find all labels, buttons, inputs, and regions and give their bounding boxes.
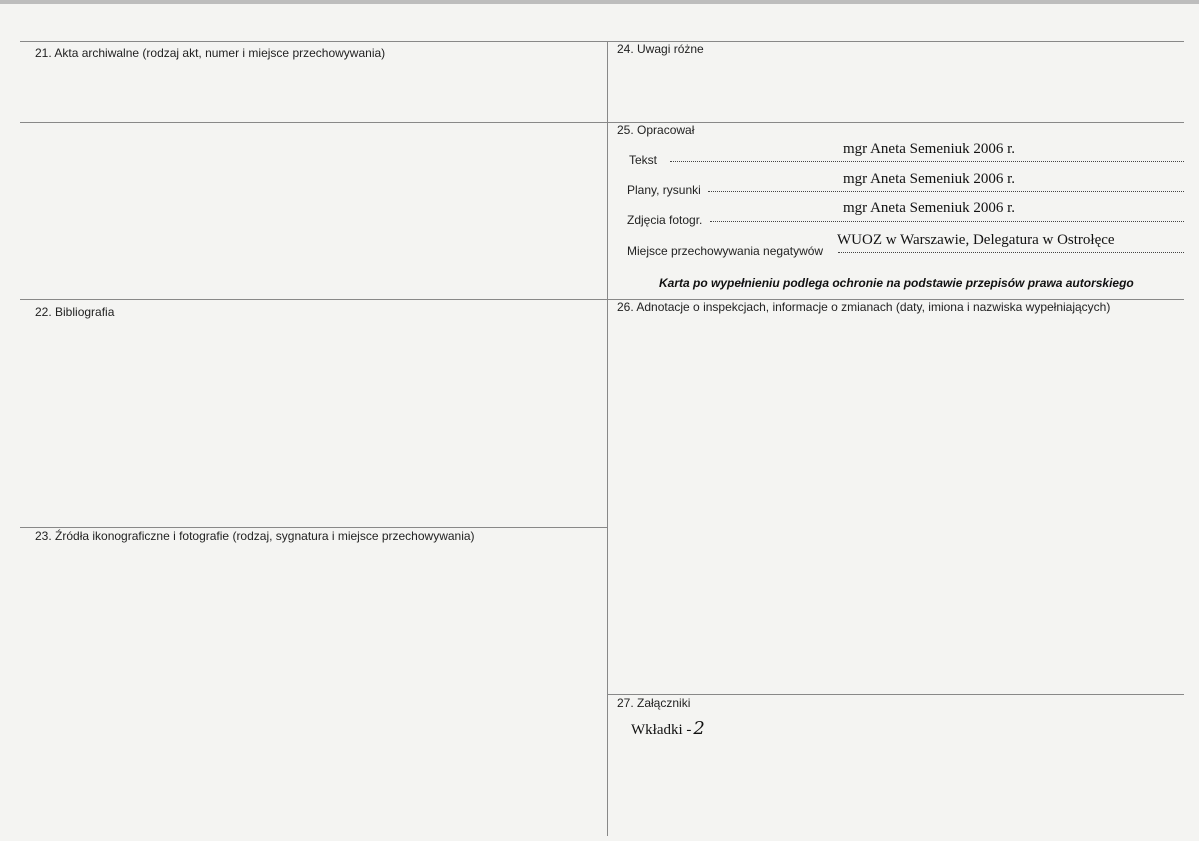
- negatives-location-dotted-line: [838, 252, 1184, 253]
- rule-before-23: [20, 527, 607, 528]
- photos-author-value: mgr Aneta Semeniuk 2006 r.: [843, 200, 1016, 216]
- rule-before-27: [607, 694, 1184, 695]
- plans-author-value: mgr Aneta Semeniuk 2006 r.: [843, 171, 1016, 187]
- section-22-label: 22. Bibliografia: [35, 305, 115, 319]
- copyright-notice: Karta po wypełnieniu podlega ochronie na podstawie przepisów prawa autorskiego: [659, 276, 1134, 290]
- photos-author-dotted-line: [710, 221, 1184, 222]
- section-26-label: 26. Adnotacje o inspekcjach, informacje o zmianach (daty, imiona i nazwiska wypełniających): [617, 300, 1111, 314]
- attachments-count: 2: [693, 718, 705, 739]
- center-divider: [607, 41, 608, 836]
- text-author-label: Tekst: [629, 153, 658, 167]
- plans-author-dotted-line: [708, 191, 1184, 192]
- text-author-dotted-line: [670, 161, 1184, 162]
- section-21-label: 21. Akta archiwalne (rodzaj akt, numer i miejsce przechowywania): [35, 46, 386, 60]
- rule-after-21-24: [20, 122, 1184, 123]
- negatives-location-value: WUOZ w Warszawie, Delegatura w Ostrołęce: [837, 232, 1115, 248]
- top-rule: [20, 41, 1184, 42]
- attachments-text: Wkładki -: [631, 722, 692, 738]
- text-author-value: mgr Aneta Semeniuk 2006 r.: [843, 141, 1016, 157]
- section-24-label: 24. Uwagi różne: [617, 42, 704, 56]
- photos-author-label: Zdjęcia fotogr.: [627, 213, 703, 227]
- scan-edge: [0, 0, 1199, 4]
- plans-author-label: Plany, rysunki: [627, 183, 701, 197]
- section-27-label: 27. Załączniki: [617, 696, 691, 710]
- section-25-label: 25. Opracował: [617, 123, 695, 137]
- attachments-value: [631, 718, 705, 739]
- negatives-location-label: Miejsce przechowywania negatywów: [627, 244, 824, 258]
- section-23-label: 23. Źródła ikonograficzne i fotografie (rodzaj, sygnatura i miejsce przechowywania): [35, 529, 475, 543]
